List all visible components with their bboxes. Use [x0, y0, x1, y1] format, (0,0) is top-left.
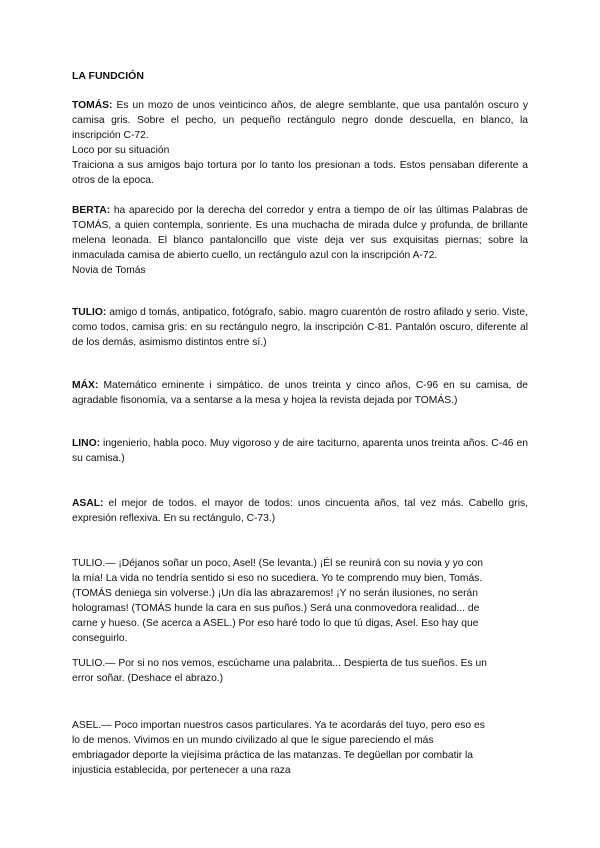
- character-description: [72, 98, 528, 143]
- character-tulio: [72, 305, 528, 350]
- character-description: [72, 496, 528, 526]
- character-description: [72, 378, 528, 408]
- character-text: Es un mozo de unos veinticinco años, de alegre semblante, que usa pantalón oscuro y camisa gris. Sobre el pecho, un pequeño rectángulo negro donde descuella, en blanco, la inscripción C-72.: [72, 100, 528, 141]
- character-name: LINO:: [72, 438, 101, 449]
- dialogue-line: TULIO.— ¡Déjanos soñar un poco, Asel! (Se levanta.) ¡Él se reunirá con su novia y yo con la mía! La vida no tendría sentido si eso no sucediera. Yo te comprendo muy bien, Tomás. (TOMÁS deniega sin volverse.) ¡Un día las abrazaremos! ¡Y no serán ilusiones, no serán hologramas! (TOMÁS hunde la cara en sus puños.) Será una conmovedora realidad... de carne y hueso. (Se acerca a ASEL.) Por eso haré todo lo que tú digas, Asel. Eso hay que conseguirlo.: [72, 558, 483, 644]
- character-name: TOMÁS:: [72, 100, 113, 111]
- character-berta: [72, 203, 528, 278]
- document-title: LA FUNDCIÓN: [72, 70, 144, 82]
- character-description: [72, 203, 528, 263]
- dialogue-asel: [72, 718, 492, 778]
- dialogue-line: TULIO.— Por si no nos vemos, escúchame una palabrita... Despierta de tus sueños. Es un error soñar. (Deshace el abrazo.): [72, 658, 487, 684]
- character-text: amigo d tomás, antipatico, fotógrafo, sabio. magro cuarentón de rostro afilado y serio. Viste, como todos, camisa gris: en su rectángulo negro, la inscripción C-81. Pantalón oscuro, diferente al de los demás, asimismo distintos entre sí.): [72, 307, 528, 348]
- character-description: [72, 305, 528, 350]
- character-name: BERTA:: [72, 205, 111, 216]
- character-text: el mejor de todos. el mayor de todos: unos cincuenta años, tal vez más. Cabello gris, expresión reflexiva. En su rectángulo, C-73.): [72, 498, 528, 524]
- character-lino: [72, 436, 528, 466]
- character-tomas: [72, 98, 528, 188]
- character-note: Loco por su situación: [72, 145, 170, 156]
- character-text: ha aparecido por la derecha del corredor y entra a tiempo de oír las últimas Palabras de TOMÁS, a quien contempla, sonriente. Es una muchacha de mirada dulce y profunda, de brillante melena leonada. El blanco pantaloncillo que viste deja ver sus exquisitas piernas; sobre la inmaculada camisa de abierto cuello, un rectángulo azul con la inscripción A-72.: [72, 205, 528, 261]
- character-asal: [72, 496, 528, 526]
- character-note: Novia de Tomás: [72, 265, 146, 276]
- dialogue-line: ASEL.— Poco importan nuestros casos particulares. Ya te acordarás del tuyo, pero eso es lo de menos. Vivimos en un mundo civilizado al que le sigue pareciendo el más embriagador deporte la viejísima práctica de las matanzas. Te degüellan por combatir la injusticia establecida, por pertenecer a una raza: [72, 720, 485, 776]
- character-description: [72, 436, 528, 466]
- dialogue-tulio-1: [72, 556, 492, 646]
- character-name: MÁX:: [72, 380, 99, 391]
- character-text: ingenierio, habla poco. Muy vigoroso y de aire taciturno, aparenta unos treinta años. C-46 en su camisa.): [72, 438, 528, 464]
- character-text: Matemático eminente i simpático. de unos treinta y cinco años, C-96 en su camisa, de agradable fisonomía, va a sentarse a la mesa y hojea la revista dejada por TOMÁS.): [72, 380, 528, 406]
- dialogue-tulio-2: [72, 656, 492, 686]
- character-name: TULIO:: [72, 307, 107, 318]
- character-name: ASAL:: [72, 498, 104, 509]
- character-max: [72, 378, 528, 408]
- character-note: Traiciona a sus amigos bajo tortura por lo tanto los presionan a tods. Estos pensaban diferente a otros de la epoca.: [72, 160, 528, 186]
